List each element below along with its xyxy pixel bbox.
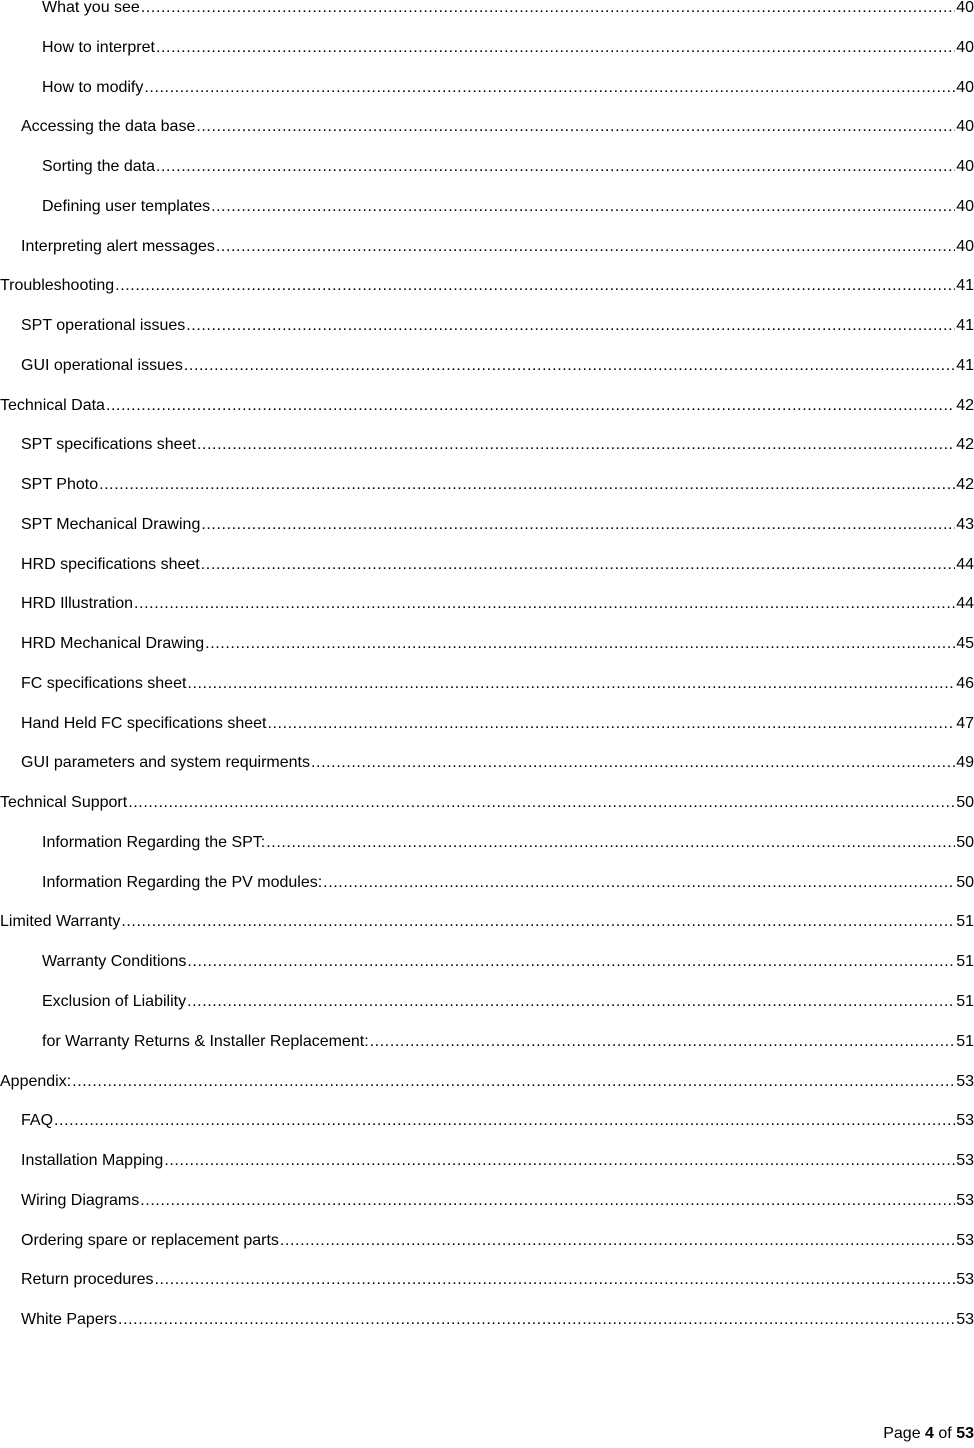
toc-dot-leader — [266, 833, 955, 853]
toc-entry[interactable] — [0, 948, 974, 972]
toc-entry[interactable] — [0, 511, 974, 535]
toc-dot-leader — [144, 78, 955, 98]
toc-entry-page-number: 51 — [956, 953, 974, 971]
toc-entry-page-number: 40 — [956, 197, 974, 215]
toc-entry[interactable] — [0, 789, 974, 813]
toc-dot-leader — [280, 1231, 955, 1251]
toc-entry[interactable] — [0, 1107, 974, 1131]
toc-entry-title: How to interpret — [42, 38, 155, 56]
toc-entry[interactable] — [0, 908, 974, 932]
toc-dot-leader — [201, 555, 955, 575]
toc-dot-leader — [54, 1111, 955, 1131]
toc-dot-leader — [115, 276, 955, 296]
toc-entry-page-number: 53 — [956, 1152, 974, 1170]
toc-entry-page-number: 50 — [956, 794, 974, 812]
toc-entry-page-number: 41 — [956, 356, 974, 374]
toc-entry-title: Warranty Conditions — [42, 953, 187, 971]
footer-of-label: of — [938, 1425, 952, 1442]
toc-entry-title: SPT Mechanical Drawing — [21, 515, 201, 533]
toc-entry-title: Appendix: — [0, 1072, 72, 1090]
toc-entry[interactable] — [0, 34, 974, 58]
toc-entry-page-number: 42 — [956, 436, 974, 454]
toc-entry-title: Sorting the data — [42, 158, 155, 176]
toc-entry-page-number: 40 — [956, 38, 974, 56]
toc-entry[interactable] — [0, 1187, 974, 1211]
toc-dot-leader — [197, 435, 955, 455]
toc-entry-title: Interpreting alert messages — [21, 237, 215, 255]
toc-entry-title: GUI operational issues — [21, 356, 183, 374]
toc-dot-leader — [121, 912, 955, 932]
toc-entry[interactable] — [0, 74, 974, 98]
toc-entry-page-number: 46 — [956, 674, 974, 692]
toc-dot-leader — [128, 793, 955, 813]
toc-entry[interactable] — [0, 352, 974, 376]
toc-dot-leader — [141, 0, 955, 18]
toc-dot-leader — [211, 197, 955, 217]
toc-entry-title: Ordering spare or replacement parts — [21, 1231, 279, 1249]
toc-entry[interactable] — [0, 1028, 974, 1052]
footer-total-pages: 53 — [956, 1425, 974, 1442]
toc-entry-title: HRD specifications sheet — [21, 555, 200, 573]
toc-entry[interactable] — [0, 431, 974, 455]
toc-entry-page-number: 51 — [956, 993, 974, 1010]
toc-dot-leader — [184, 356, 955, 376]
toc-entry-title: SPT specifications sheet — [21, 436, 196, 454]
toc-dot-leader — [106, 396, 955, 416]
toc-entry-page-number: 40 — [956, 118, 974, 136]
toc-dot-leader — [164, 1151, 955, 1171]
toc-dot-leader — [323, 873, 955, 893]
toc-entry-page-number: 40 — [956, 158, 974, 176]
toc-dot-leader — [99, 475, 955, 495]
toc-dot-leader — [134, 594, 955, 614]
toc-dot-leader — [72, 1072, 955, 1092]
toc-entry[interactable] — [0, 551, 974, 575]
toc-dot-leader — [205, 634, 955, 654]
toc-dot-leader — [118, 1310, 955, 1330]
toc-entry[interactable] — [0, 869, 974, 893]
toc-entry-title: FAQ — [21, 1112, 54, 1130]
toc-entry[interactable] — [0, 590, 974, 614]
toc-dot-leader — [267, 714, 955, 734]
toc-entry-title: Limited Warranty — [0, 913, 121, 931]
toc-entry-page-number: 51 — [956, 1032, 974, 1050]
toc-entry-title: SPT operational issues — [21, 317, 186, 335]
toc-entry-title: FC specifications sheet — [21, 674, 187, 692]
toc-entry-page-number: 44 — [956, 555, 974, 573]
toc-entry-page-number: 41 — [956, 317, 974, 335]
toc-entry-title: HRD Mechanical Drawing — [21, 635, 205, 653]
toc-entry[interactable] — [0, 272, 974, 296]
toc-entry-title: What you see — [42, 0, 140, 16]
toc-entry-title: Troubleshooting — [0, 277, 115, 295]
page-number-footer — [883, 1424, 974, 1444]
toc-dot-leader — [155, 1270, 955, 1290]
toc-entry[interactable] — [0, 829, 974, 853]
toc-entry-page-number: 40 — [956, 0, 974, 16]
toc-dot-leader — [216, 237, 955, 257]
toc-entry-page-number: 43 — [956, 515, 974, 533]
toc-entry-title: Return procedures — [21, 1271, 154, 1289]
toc-dot-leader — [370, 1032, 955, 1052]
toc-entry[interactable] — [0, 630, 974, 654]
toc-dot-leader — [187, 674, 955, 694]
toc-entry-title: Exclusion of Liability — [42, 993, 187, 1010]
toc-entry-title: Installation Mapping — [21, 1152, 164, 1170]
toc-dot-leader — [156, 38, 955, 58]
toc-dot-leader — [187, 992, 955, 1012]
toc-entry-title: SPT Photo — [21, 476, 99, 494]
toc-entry[interactable] — [0, 988, 974, 1012]
toc-dot-leader — [156, 157, 955, 177]
toc-dot-leader — [186, 316, 955, 336]
toc-entry-page-number: 42 — [956, 476, 974, 494]
toc-entry-title: How to modify — [42, 78, 144, 96]
toc-dot-leader — [187, 952, 955, 972]
toc-entry-page-number: 50 — [956, 873, 974, 891]
toc-entry-page-number: 42 — [956, 396, 974, 414]
toc-entry-title: Hand Held FC specifications sheet — [21, 714, 267, 732]
toc-entry[interactable] — [0, 1306, 974, 1330]
footer-current-page: 4 — [925, 1425, 934, 1442]
toc-entry-page-number: 53 — [956, 1231, 974, 1249]
toc-entry[interactable] — [0, 153, 974, 177]
toc-entry-page-number: 41 — [956, 277, 974, 295]
toc-entry[interactable] — [0, 710, 974, 734]
toc-entry-page-number: 49 — [956, 754, 974, 772]
toc-entry[interactable] — [0, 670, 974, 694]
toc-entry-page-number: 40 — [956, 237, 974, 255]
footer-page-label: Page — [883, 1425, 921, 1442]
toc-entry-page-number: 44 — [956, 595, 974, 613]
toc-entry-page-number: 53 — [956, 1271, 974, 1289]
toc-entry[interactable] — [0, 193, 974, 217]
toc-entry-page-number: 53 — [956, 1112, 974, 1130]
toc-entry-page-number: 51 — [956, 913, 974, 931]
toc-entry-title: Wiring Diagrams — [21, 1191, 140, 1209]
toc-entry-title: Defining user templates — [42, 197, 211, 215]
toc-entry-title: White Papers — [21, 1311, 118, 1329]
toc-entry[interactable] — [0, 1227, 974, 1251]
toc-entry-page-number: 53 — [956, 1072, 974, 1090]
toc-entry[interactable] — [0, 312, 974, 336]
toc-entry-title: Technical Support — [0, 794, 128, 812]
toc-dot-leader — [201, 515, 955, 535]
toc-dot-leader — [311, 753, 955, 773]
toc-entry[interactable] — [0, 392, 974, 416]
toc-entry-page-number: 40 — [956, 78, 974, 96]
toc-entry-page-number: 50 — [956, 833, 974, 851]
toc-entry-title: HRD Illustration — [21, 595, 134, 613]
toc-entry-page-number: 47 — [956, 714, 974, 732]
toc-entry[interactable] — [0, 471, 974, 495]
toc-entry-title: GUI parameters and system requirments — [21, 754, 310, 772]
toc-entry-title: Technical Data — [0, 396, 105, 414]
toc-entry[interactable] — [0, 749, 974, 773]
toc-entry[interactable] — [0, 113, 974, 137]
toc-dot-leader — [196, 117, 955, 137]
toc-entry-page-number: 53 — [956, 1311, 974, 1329]
toc-entry-title: Accessing the data base — [21, 118, 196, 136]
toc-entry-page-number: 45 — [956, 635, 974, 653]
toc-entry-title: Information Regarding the SPT: — [42, 833, 266, 851]
toc-dot-leader — [140, 1191, 955, 1211]
toc-entry[interactable] — [0, 1147, 974, 1171]
toc-entry-page-number: 53 — [956, 1191, 974, 1209]
toc-entry[interactable] — [0, 1266, 974, 1290]
toc-entry-title: for Warranty Returns & Installer Replacement: — [42, 1032, 369, 1050]
toc-entry[interactable] — [0, 1068, 974, 1092]
toc-entry[interactable] — [0, 233, 974, 257]
toc-entry-title: Information Regarding the PV modules: — [42, 873, 323, 891]
toc-entry[interactable] — [0, 0, 974, 18]
